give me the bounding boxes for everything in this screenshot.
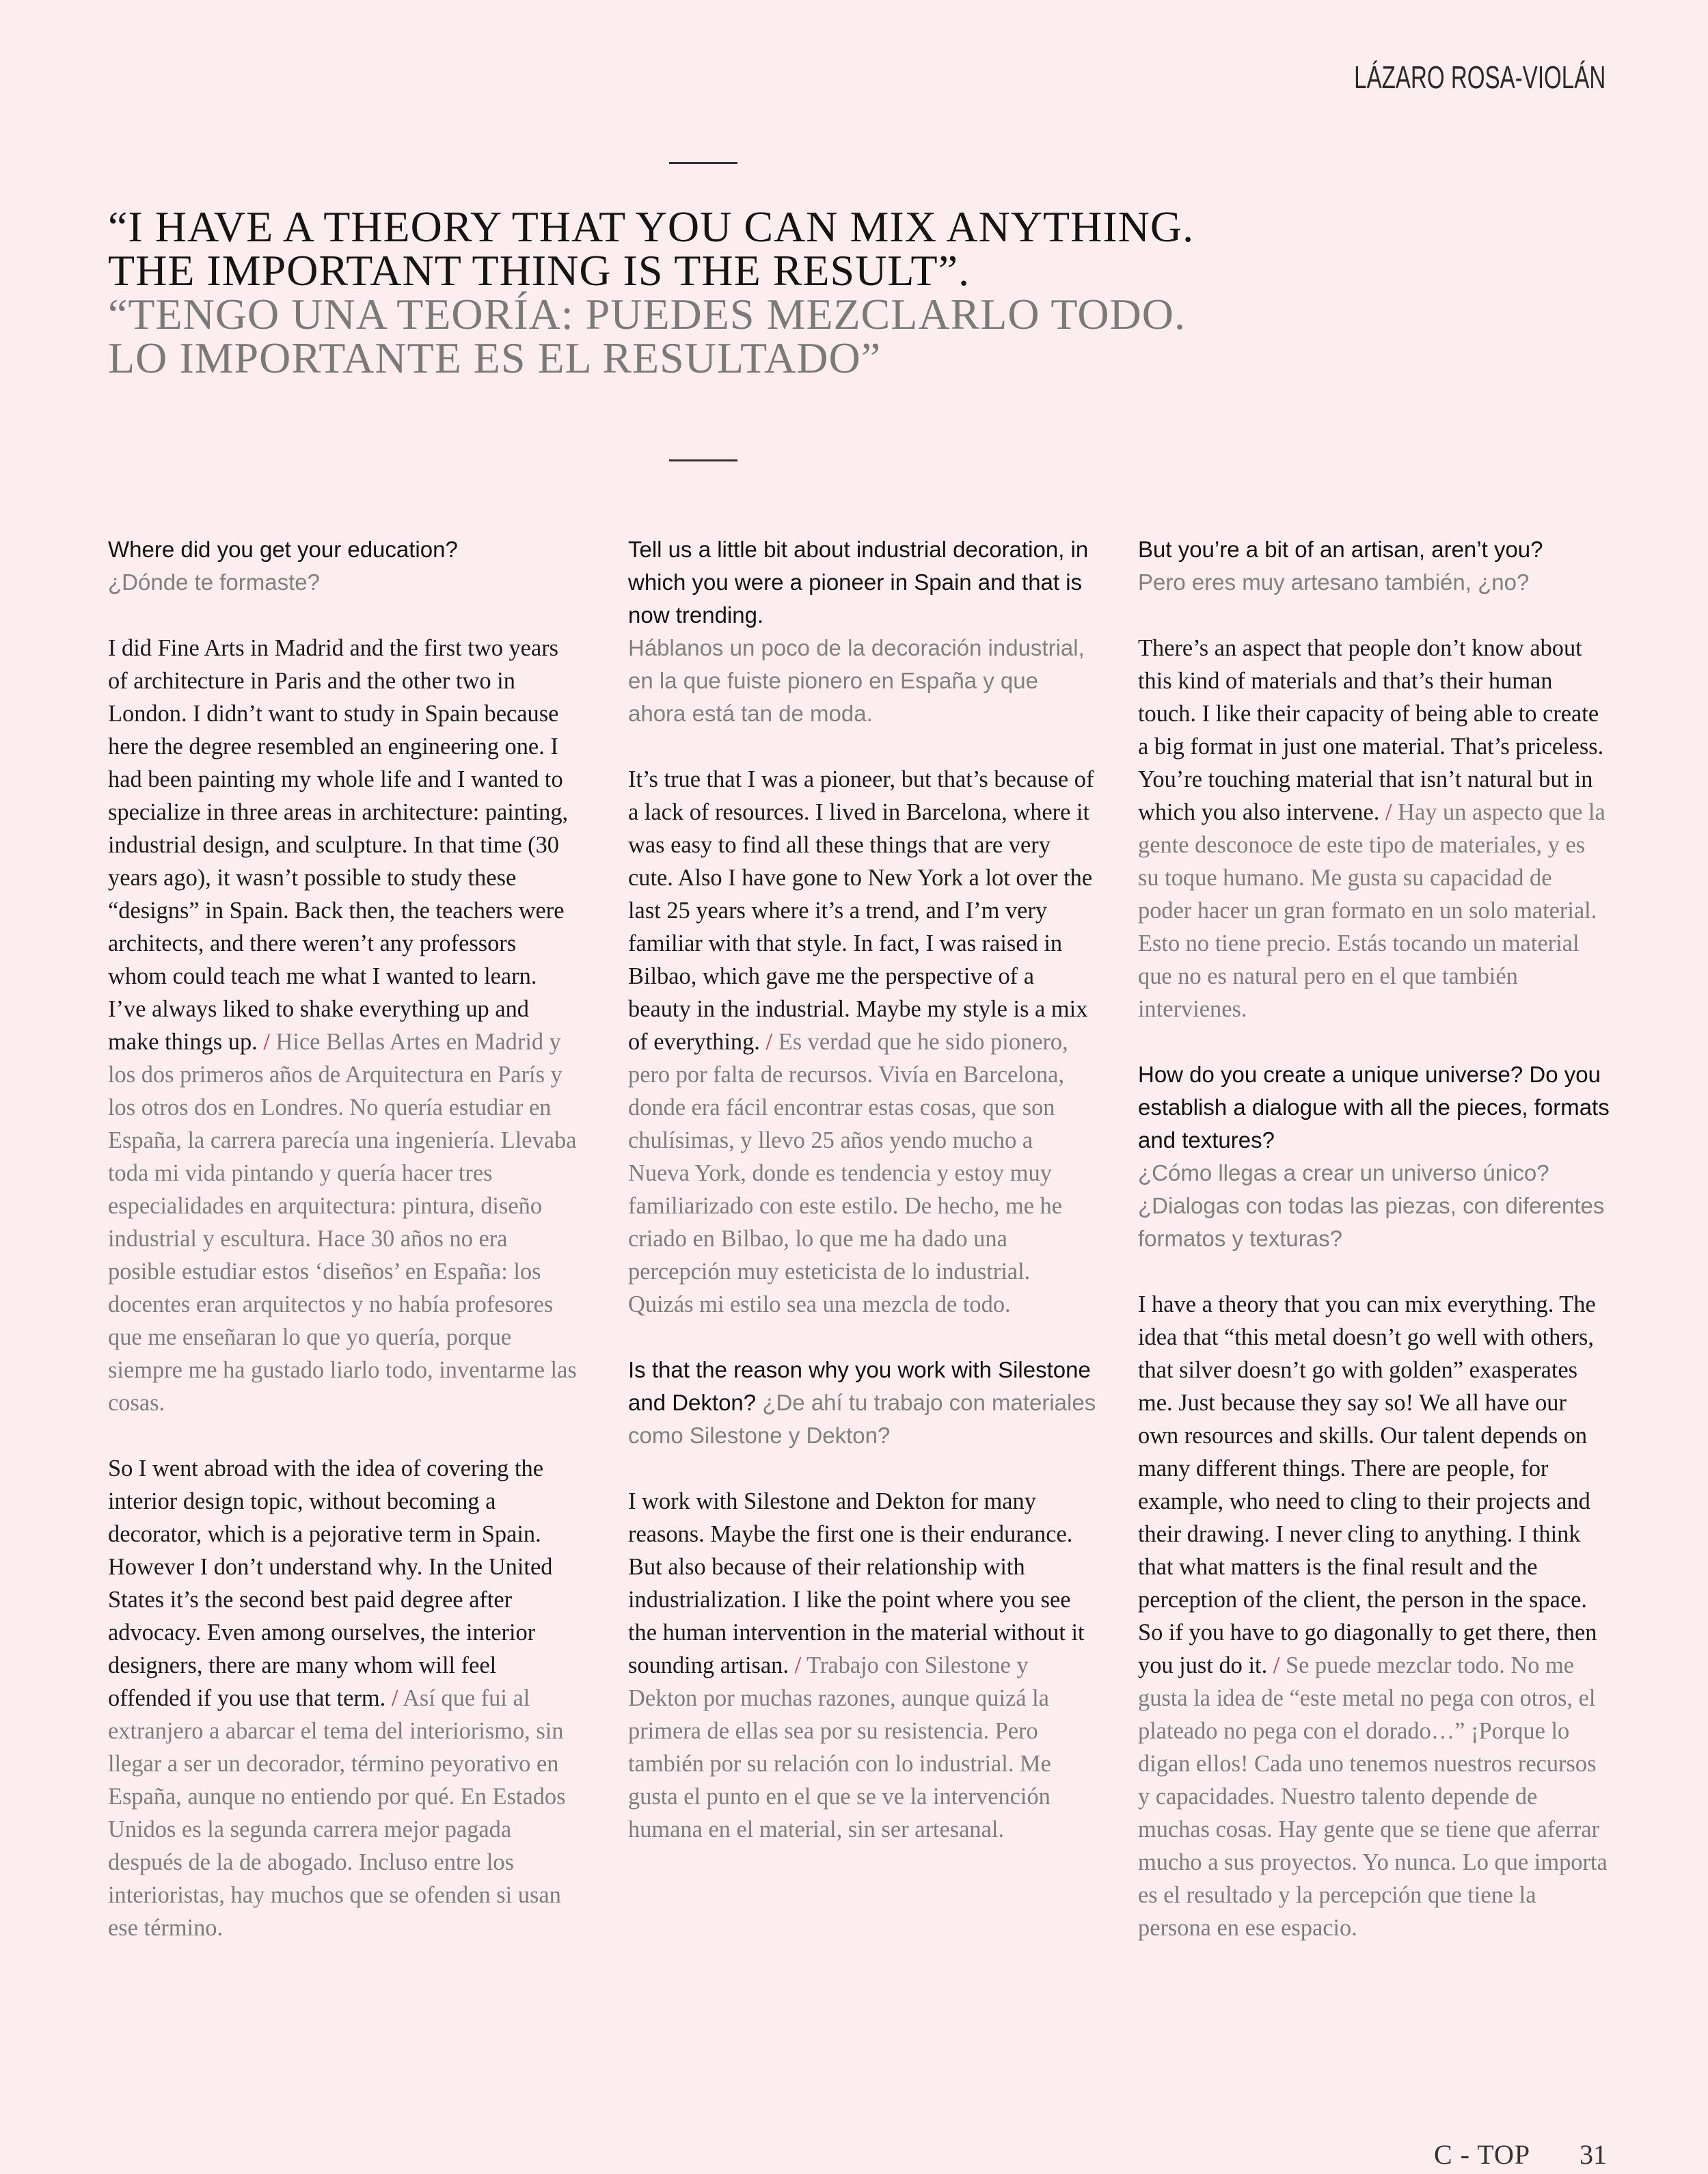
answer-es: Se puede mezclar todo. No me gusta la idea de “este metal no pega con otros, el plateado no pega con el dorado…” ¡Porque lo digan ellos! Cada uno tenemos nuestros recursos y capacidades. Nuestro talento depende de muchas cosas. Hay gente que se tiene que aferrar mucho a sus proyectos. Yo nunca. Lo que importa es el resultado y la percepción que tiene la persona en ese espacio. <box>1138 1652 1608 1941</box>
question-silestone <box>628 1354 1100 1452</box>
answer-paragraph <box>108 1452 580 1944</box>
answer-paragraph <box>628 1485 1100 1846</box>
answer-paragraph <box>108 632 580 1419</box>
answer-es: Es verdad que he sido pionero, pero por falta de recursos. Vivía en Barcelona, donde era fácil encontrar estas cosas, que son chulísimas, y llevo 25 años yendo mucho a Nueva York, donde es tendencia y estoy muy familiarizado con este estilo. De hecho, me he criado en Bilbao, lo que me ha dado una percepción muy esteticista de lo industrial. Quizás mi estilo sea una mezcla de todo. <box>628 1029 1068 1317</box>
language-separator: / <box>1385 799 1398 825</box>
magazine-name: C - TOP <box>1434 2139 1531 2170</box>
answer-es: Así que fui al extranjero a abarcar el tema del interiorismo, sin llegar a ser un decorador, término peyorativo en España, aunque no entiendo por qué. En Estados Unidos es la segunda carrera mejor pagada después de la de abogado. Incluso entre los interioristas, hay muchos que se ofenden si usan ese término. <box>108 1685 566 1941</box>
answer-paragraph <box>1138 1288 1610 1944</box>
answer-paragraph <box>1138 632 1610 1025</box>
article-column-2 <box>628 533 1100 1879</box>
answer-en: It’s true that I was a pioneer, but that’s because of a lack of resources. I lived in Barcelona, where it was easy to find all these things that are very cute. Also I have gone to New York a lot over the last 25 years where it’s a trend, and I’m very familiar with that style. In fact, I was raised in Bilbao, which gave me the perspective of a beauty in the industrial. Maybe my style is a mix of everything. <box>628 766 1094 1055</box>
quote-es-line-1: “TENGO UNA TEORÍA: PUEDES MEZCLARLO TODO. <box>108 290 1186 338</box>
question-en: How do you create a unique universe? Do you establish a dialogue with all the pieces, formats and textures? <box>1138 1062 1610 1153</box>
question-artisan <box>1138 533 1610 599</box>
question-en: But you’re a bit of an artisan, aren’t you? <box>1138 537 1543 562</box>
language-separator: / <box>1273 1652 1286 1678</box>
article-column-3 <box>1138 533 1610 1977</box>
quote-es-line-2: LO IMPORTANTE ES EL RESULTADO” <box>108 334 882 382</box>
page-number: 31 <box>1580 2139 1607 2170</box>
bottom-divider <box>669 459 737 461</box>
question-en: Where did you get your education? <box>108 537 458 562</box>
language-separator: / <box>391 1685 403 1711</box>
language-separator: / <box>794 1652 807 1678</box>
question-es: Háblanos un poco de la decoración industrial, en la que fuiste pionero en España y que ahora está tan de moda. <box>628 635 1085 726</box>
question-es: ¿Cómo llegas a crear un universo único? ¿Dialogas con todas las piezas, con diferentes formatos y texturas? <box>1138 1160 1605 1251</box>
language-separator: / <box>765 1029 778 1055</box>
top-divider <box>669 162 737 164</box>
language-separator: / <box>263 1029 276 1055</box>
answer-en: So I went abroad with the idea of covering the interior design topic, without becoming a decorator, which is a pejorative term in Spain. However I don’t understand why. In the United States it’s the second best paid degree after advocacy. Even among ourselves, the interior designers, there are many whom will feel offended if you use that term. <box>108 1455 553 1711</box>
answer-es: Hice Bellas Artes en Madrid y los dos primeros años de Arquitectura en París y los otros dos en Londres. No quería estudiar en España, la carrera parecía una ingeniería. Llevaba toda mi vida pintando y quería hacer tres especialidades en arquitectura: pintura, diseño industrial y escultura. Hace 30 años no era posible estudiar estos ‘diseños’ en España: los docentes eran arquitectos y no había profesores que me enseñaran lo que yo quería, porque siempre me ha gustado liarlo todo, inventarme las cosas. <box>108 1029 577 1416</box>
answer-paragraph <box>628 763 1100 1321</box>
answer-es: Hay un aspecto que la gente desconoce de este tipo de materiales, y es su toque humano. Me gusta su capacidad de poder hacer un gran formato en un solo material. Esto no tiene precio. Estás tocando un material que no es natural pero en el que también intervienes. <box>1138 799 1605 1022</box>
question-es: ¿Dónde te formaste? <box>108 569 320 595</box>
answer-en: I have a theory that you can mix everything. The idea that “this metal doesn’t go well with others, that silver doesn’t go with golden” exasperates me. Just because they say so! We all have our own resources and skills. Our talent depends on many different things. There are people, for example, who need to cling to their projects and their drawing. I never cling to anything. I think that what matters is the final result and the perception of the client, the person in the space. So if you have to go diagonally to get there, then you just do it. <box>1138 1291 1597 1678</box>
author-name-header: LÁZARO ROSA-VIOLÁN <box>1353 59 1605 95</box>
pull-quote <box>108 202 1407 382</box>
quote-en-line-1: “I HAVE A THEORY THAT YOU CAN MIX ANYTHING. <box>108 202 1195 251</box>
quote-en-line-2: THE IMPORTANT THING IS THE RESULT”. <box>108 246 970 295</box>
question-en: Is that the reason why you work with Silestone and Dekton? <box>628 1357 1091 1415</box>
answer-en: There’s an aspect that people don’t know about this kind of materials and that’s their human touch. I like their capacity of being able to create a big format in just one material. That’s priceless. You’re touching material that isn’t natural but in which you also intervene. <box>1138 635 1604 825</box>
question-es: Pero eres muy artesano también, ¿no? <box>1138 569 1530 595</box>
article-column-1 <box>108 533 580 1977</box>
question-universe <box>1138 1058 1610 1255</box>
answer-en: I work with Silestone and Dekton for many reasons. Maybe the first one is their endurance. But also because of their relationship with industrialization. I like the point where you see the human intervention in the material without it sounding artisan. <box>628 1488 1085 1678</box>
question-es: ¿De ahí tu trabajo con materiales como Silestone y Dekton? <box>628 1390 1096 1448</box>
answer-en: I did Fine Arts in Madrid and the first two years of architecture in Paris and the other two in London. I didn’t want to study in Spain because here the degree resembled an engineering one. I had been painting my whole life and I wanted to specialize in three areas in architecture: painting, industrial design, and sculpture. In that time (30 years ago), it wasn’t possible to study these “designs” in Spain. Back then, the teachers were architects, and there weren’t any professors whom could teach me what I wanted to learn. I’ve always liked to shake everything up and make things up. <box>108 635 569 1055</box>
question-industrial <box>628 533 1100 730</box>
answer-es: Trabajo con Silestone y Dekton por muchas razones, aunque quizá la primera de ellas sea por su resistencia. Pero también por su relación con lo industrial. Me gusta el punto en el que se ve la intervención humana en el material, sin ser artesanal. <box>628 1652 1051 1842</box>
question-education <box>108 533 580 599</box>
question-en: Tell us a little bit about industrial decoration, in which you were a pioneer in Spain and that is now trending. <box>628 537 1089 628</box>
